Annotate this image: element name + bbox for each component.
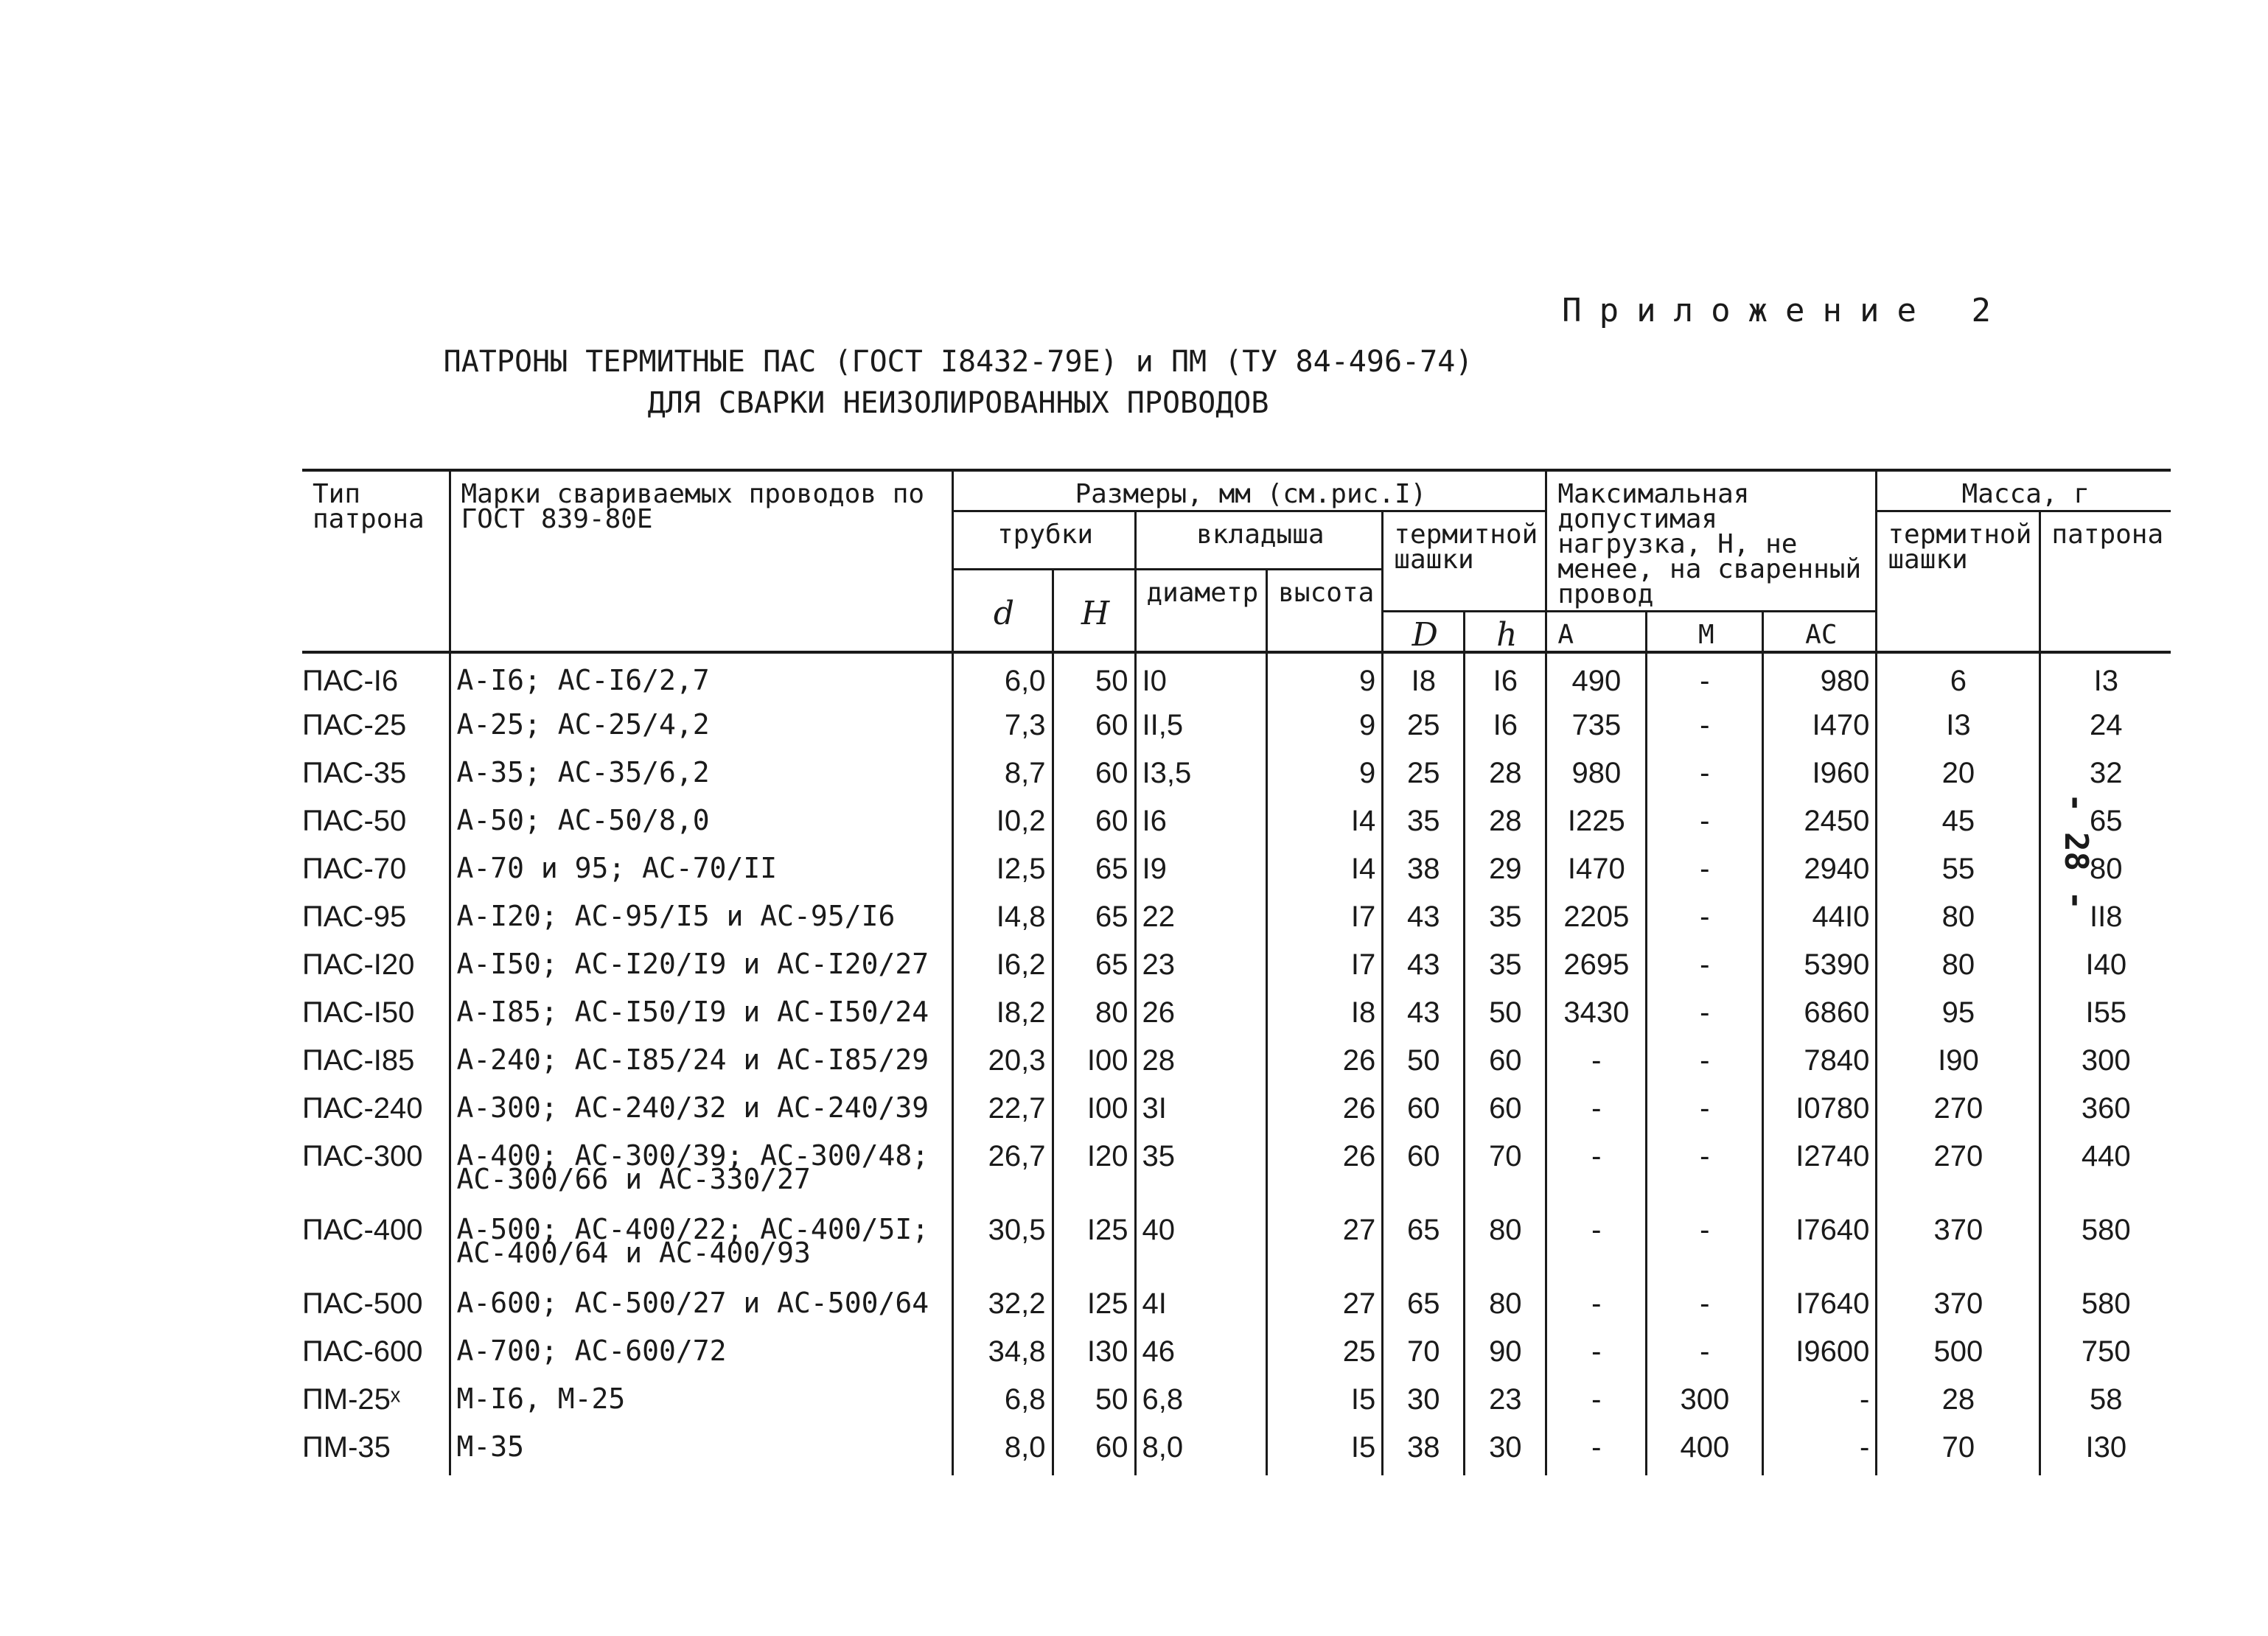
cell-thermit-D: 25 [1383,753,1465,801]
cell-load-a: 735 [1546,705,1647,753]
cell-marks: А-25; АС-25/4,2 [450,705,952,753]
table-row [302,1284,2171,1332]
cell-marks: А-70 и 95; АС-70/II [450,849,952,897]
cell-mass-thermit: 80 [1877,897,2040,945]
cell-load-ac: 44I0 [1763,897,1877,945]
table-body [302,652,2171,1475]
cell-thermit-h: 50 [1465,993,1546,1041]
cell-load-ac: - [1763,1380,1877,1427]
cartridges-table [302,469,2171,1475]
cell-load-a: - [1546,1210,1647,1284]
cell-insert-height: 26 [1267,1136,1383,1210]
cell-tube-d: 26,7 [952,1136,1053,1210]
cell-mass-thermit: 95 [1877,993,2040,1041]
cell-thermit-h: 60 [1465,1088,1546,1136]
cell-type: ПАС-95 [302,901,407,933]
cell-type: ПАС-300 [302,1140,423,1172]
cell-insert-height: I5 [1267,1380,1383,1427]
cell-thermit-h: 35 [1465,897,1546,945]
cell-load-m: - [1647,1136,1763,1210]
header-insert-height: высота [1267,569,1383,652]
cell-load-m: - [1647,1041,1763,1088]
cell-mass-cartridge: 580 [2040,1284,2171,1332]
cell-thermit-h: 35 [1465,945,1546,993]
cell-marks: М-35 [450,1427,952,1475]
cell-tube-h: 65 [1053,945,1135,993]
header-mass-cartridge: патрона [2040,511,2171,653]
table-row [302,753,2171,801]
cell-marks: А-I50; АС-I20/I9 и АС-I20/27 [450,945,952,993]
header-tube-h: H [1053,569,1135,652]
header-load-ac: АС [1763,612,1877,653]
cell-type: ПМ-35 [302,1431,391,1464]
cell-insert-diameter: 40 [1135,1210,1267,1284]
cell-tube-d: I0,2 [952,801,1053,849]
cell-type: ПАС-35 [302,757,407,789]
table-row [302,945,2171,993]
table-row [302,1210,2171,1284]
cell-thermit-D: 38 [1383,849,1465,897]
cell-tube-d: 8,7 [952,753,1053,801]
cell-type: ПАС-600 [302,1335,423,1368]
cell-insert-height: 9 [1267,705,1383,753]
table-row [302,1088,2171,1136]
cell-mass-thermit: 20 [1877,753,2040,801]
cell-mass-cartridge: 58 [2040,1380,2171,1427]
cell-load-a: 980 [1546,753,1647,801]
cell-mass-thermit: 270 [1877,1136,2040,1210]
cell-insert-height: I4 [1267,801,1383,849]
cell-insert-diameter: 22 [1135,897,1267,945]
cell-tube-h: I30 [1053,1332,1135,1380]
cell-thermit-h: 28 [1465,801,1546,849]
header-tube: трубки [952,511,1135,570]
cell-load-ac: I7640 [1763,1210,1877,1284]
header-load-m: М [1647,612,1763,653]
cell-insert-diameter: I0 [1135,652,1267,705]
cell-mass-cartridge: 440 [2040,1136,2171,1210]
cell-mass-thermit: 370 [1877,1210,2040,1284]
cell-mass-thermit: 70 [1877,1427,2040,1475]
cell-insert-diameter: I3,5 [1135,753,1267,801]
cell-type: ПАС-I20 [302,948,415,981]
cell-thermit-h: 70 [1465,1136,1546,1210]
cell-load-ac: I9600 [1763,1332,1877,1380]
cell-thermit-h: 28 [1465,753,1546,801]
cell-thermit-h: 80 [1465,1284,1546,1332]
cell-thermit-D: 43 [1383,897,1465,945]
header-thermit-h: h [1465,612,1546,653]
header-thermit-D: D [1383,612,1465,653]
cell-mass-thermit: 45 [1877,801,2040,849]
cell-mass-cartridge: 32 [2040,753,2171,801]
cell-load-m: 300 [1647,1380,1763,1427]
page-number-text: - 28 - [2056,792,2095,910]
cell-insert-height: 26 [1267,1041,1383,1088]
cell-marks: А-I6; АС-I6/2,7 [450,652,952,705]
document-title-line1: ПАТРОНЫ ТЕРМИТНЫЕ ПАС (ГОСТ I8432-79Е) и ПМ (ТУ 84-496-74) [443,345,1473,379]
cell-thermit-D: 43 [1383,993,1465,1041]
cell-insert-diameter: 6,8 [1135,1380,1267,1427]
cell-marks: А-I85; АС-I50/I9 и АС-I50/24 [450,993,952,1041]
table-row [302,1427,2171,1475]
table-row [302,801,2171,849]
cell-mass-cartridge: 80 [2040,849,2171,897]
cell-tube-d: I4,8 [952,897,1053,945]
cell-mass-thermit: 370 [1877,1284,2040,1332]
cell-load-ac: I960 [1763,753,1877,801]
cell-load-m: - [1647,1210,1763,1284]
cell-marks: М-I6, М-25 [450,1380,952,1427]
cell-load-a: 3430 [1546,993,1647,1041]
header-load-a: А [1546,612,1647,653]
cell-marks: А-300; АС-240/32 и АС-240/39 [450,1088,952,1136]
cell-mass-cartridge: I40 [2040,945,2171,993]
cell-thermit-h: 90 [1465,1332,1546,1380]
cell-mass-cartridge: I55 [2040,993,2171,1041]
cell-thermit-h: 30 [1465,1427,1546,1475]
header-mass-thermit: термитной шашки [1877,511,2040,653]
cell-load-a: - [1546,1380,1647,1427]
cell-insert-diameter: 26 [1135,993,1267,1041]
cell-type: ПАС-70 [302,853,407,885]
cell-tube-h: 65 [1053,897,1135,945]
cell-load-m: - [1647,1332,1763,1380]
cell-tube-h: I20 [1053,1136,1135,1210]
cell-tube-h: 80 [1053,993,1135,1041]
cell-thermit-h: 80 [1465,1210,1546,1284]
table-row [302,897,2171,945]
cell-thermit-D: 43 [1383,945,1465,993]
cell-insert-diameter: 35 [1135,1136,1267,1210]
cell-insert-height: 9 [1267,652,1383,705]
cell-mass-thermit: 80 [1877,945,2040,993]
cell-load-ac: 5390 [1763,945,1877,993]
cell-mass-cartridge: I3 [2040,652,2171,705]
cell-load-m: 400 [1647,1427,1763,1475]
cell-insert-height: 27 [1267,1284,1383,1332]
header-insert: вкладыша [1135,511,1383,570]
cell-load-ac: 980 [1763,652,1877,705]
cell-load-m: - [1647,1088,1763,1136]
cell-thermit-D: 30 [1383,1380,1465,1427]
cell-type: ПАС-I85 [302,1044,415,1077]
cell-load-ac: 7840 [1763,1041,1877,1088]
cell-insert-diameter: 8,0 [1135,1427,1267,1475]
cell-load-a: - [1546,1427,1647,1475]
cell-tube-d: I6,2 [952,945,1053,993]
cell-marks: А-I20; АС-95/I5 и АС-95/I6 [450,897,952,945]
header-marks: Марки свариваемых проводов по ГОСТ 839-80Е [450,470,952,652]
cell-tube-d: 6,0 [952,652,1053,705]
cell-type: ПАС-400 [302,1214,423,1246]
cell-load-a: - [1546,1136,1647,1210]
cell-insert-height: I7 [1267,897,1383,945]
cell-marks: А-400; АС-300/39; АС-300/48; АС-300/66 и АС-330/27 [450,1136,952,1210]
cell-type: ПАС-25 [302,709,407,741]
cell-load-a: - [1546,1041,1647,1088]
header-type: Тип патрона [302,470,450,652]
cell-type: ПАС-I6 [302,665,399,697]
table-row [302,705,2171,753]
appendix-label: Приложение 2 [1562,292,2009,329]
table-row [302,652,2171,705]
cell-load-m: - [1647,897,1763,945]
cell-load-m: - [1647,705,1763,753]
cell-tube-h: 60 [1053,753,1135,801]
table-row [302,1380,2171,1427]
cell-thermit-D: 60 [1383,1136,1465,1210]
cell-tube-h: 50 [1053,652,1135,705]
cell-mass-cartridge: 300 [2040,1041,2171,1088]
cell-thermit-D: 25 [1383,705,1465,753]
cell-tube-d: 7,3 [952,705,1053,753]
document-title-line2: ДЛЯ СВАРКИ НЕИЗОЛИРОВАННЫХ ПРОВОДОВ [647,386,1269,420]
cell-thermit-h: 29 [1465,849,1546,897]
table-row [302,993,2171,1041]
cell-load-a: 2205 [1546,897,1647,945]
cell-thermit-D: 50 [1383,1041,1465,1088]
cell-marks: А-500; АС-400/22; АС-400/5I; АС-400/64 и АС-400/93 [450,1210,952,1284]
cell-mass-cartridge: 24 [2040,705,2171,753]
cell-thermit-h: I6 [1465,652,1546,705]
cell-load-a: - [1546,1088,1647,1136]
cell-mass-thermit: 500 [1877,1332,2040,1380]
cell-load-a: I470 [1546,849,1647,897]
cell-load-a: I225 [1546,801,1647,849]
cell-thermit-D: 60 [1383,1088,1465,1136]
cell-insert-diameter: I6 [1135,801,1267,849]
cell-load-a: - [1546,1284,1647,1332]
cell-load-m: - [1647,753,1763,801]
cell-tube-d: 32,2 [952,1284,1053,1332]
cell-marks: А-600; АС-500/27 и АС-500/64 [450,1284,952,1332]
cell-load-ac: I0780 [1763,1088,1877,1136]
cell-tube-d: 22,7 [952,1088,1053,1136]
cell-tube-d: 30,5 [952,1210,1053,1284]
cell-tube-d: 20,3 [952,1041,1053,1088]
cell-insert-height: I7 [1267,945,1383,993]
cell-tube-h: 60 [1053,1427,1135,1475]
cell-tube-d: 34,8 [952,1332,1053,1380]
cell-load-m: - [1647,652,1763,705]
cell-insert-height: I4 [1267,849,1383,897]
cell-thermit-D: I8 [1383,652,1465,705]
header-thermit: термитной шашки [1383,511,1546,612]
cell-type: ПМ-25ˣ [302,1383,401,1416]
cell-tube-d: I2,5 [952,849,1053,897]
cell-tube-h: 65 [1053,849,1135,897]
cell-load-ac: 6860 [1763,993,1877,1041]
header-insert-diameter: диаметр [1135,569,1267,652]
cell-mass-cartridge: 750 [2040,1332,2171,1380]
cell-insert-height: I5 [1267,1427,1383,1475]
cell-insert-diameter: 46 [1135,1332,1267,1380]
header-load: Максимальная допустимая нагрузка, Н, не менее, на сваренный провод [1546,470,1877,612]
cell-mass-thermit: I3 [1877,705,2040,753]
cell-mass-cartridge: I30 [2040,1427,2171,1475]
table-header [302,470,2171,652]
cell-thermit-D: 35 [1383,801,1465,849]
cell-insert-diameter: I9 [1135,849,1267,897]
cell-tube-h: 50 [1053,1380,1135,1427]
table-row [302,1332,2171,1380]
cell-insert-height: I8 [1267,993,1383,1041]
cell-load-ac: 2450 [1763,801,1877,849]
cell-tube-h: 60 [1053,801,1135,849]
cell-tube-h: 60 [1053,705,1135,753]
cell-mass-cartridge: 65 [2040,801,2171,849]
cell-thermit-h: I6 [1465,705,1546,753]
cell-load-m: - [1647,993,1763,1041]
cell-type: ПАС-50 [302,805,407,837]
cell-marks: А-700; АС-600/72 [450,1332,952,1380]
cell-tube-d: I8,2 [952,993,1053,1041]
cell-marks: А-35; АС-35/6,2 [450,753,952,801]
cell-load-m: - [1647,945,1763,993]
cell-mass-thermit: 6 [1877,652,2040,705]
cell-mass-cartridge: II8 [2040,897,2171,945]
cell-mass-thermit: 28 [1877,1380,2040,1427]
cell-marks: А-50; АС-50/8,0 [450,801,952,849]
cell-thermit-h: 60 [1465,1041,1546,1088]
cell-insert-diameter: 3I [1135,1088,1267,1136]
cell-load-ac: I7640 [1763,1284,1877,1332]
cell-mass-cartridge: 360 [2040,1088,2171,1136]
cell-insert-diameter: 4I [1135,1284,1267,1332]
cell-tube-h: I00 [1053,1041,1135,1088]
cell-tube-h: I25 [1053,1284,1135,1332]
cell-type: ПАС-I50 [302,996,415,1029]
cell-mass-thermit: I90 [1877,1041,2040,1088]
cell-tube-d: 8,0 [952,1427,1053,1475]
cell-insert-diameter: II,5 [1135,705,1267,753]
cell-thermit-D: 65 [1383,1284,1465,1332]
cell-tube-h: I00 [1053,1088,1135,1136]
header-mass: Масса, г [1877,470,2171,511]
cell-insert-height: 9 [1267,753,1383,801]
table-row [302,849,2171,897]
cell-tube-d: 6,8 [952,1380,1053,1427]
cell-load-ac: 2940 [1763,849,1877,897]
cell-mass-cartridge: 580 [2040,1210,2171,1284]
cell-thermit-D: 38 [1383,1427,1465,1475]
cell-insert-height: 25 [1267,1332,1383,1380]
cell-marks: А-240; АС-I85/24 и АС-I85/29 [450,1041,952,1088]
cell-mass-thermit: 55 [1877,849,2040,897]
header-tube-d: d [952,569,1053,652]
cell-tube-h: I25 [1053,1210,1135,1284]
table-row [302,1041,2171,1088]
cell-load-m: - [1647,849,1763,897]
cell-load-a: - [1546,1332,1647,1380]
cell-load-ac: I2740 [1763,1136,1877,1210]
cell-load-ac: I470 [1763,705,1877,753]
cell-type: ПАС-240 [302,1092,423,1125]
header-sizes: Размеры, мм (см.рис.I) [952,470,1546,511]
cell-insert-diameter: 28 [1135,1041,1267,1088]
cell-thermit-h: 23 [1465,1380,1546,1427]
cell-load-a: 2695 [1546,945,1647,993]
cell-type: ПАС-500 [302,1287,423,1320]
cell-load-m: - [1647,801,1763,849]
cell-load-ac: - [1763,1427,1877,1475]
cell-mass-thermit: 270 [1877,1088,2040,1136]
cell-thermit-D: 70 [1383,1332,1465,1380]
cell-load-m: - [1647,1284,1763,1332]
cell-insert-diameter: 23 [1135,945,1267,993]
cell-thermit-D: 65 [1383,1210,1465,1284]
cell-load-a: 490 [1546,652,1647,705]
table-row [302,1136,2171,1210]
cell-insert-height: 27 [1267,1210,1383,1284]
cell-insert-height: 26 [1267,1088,1383,1136]
